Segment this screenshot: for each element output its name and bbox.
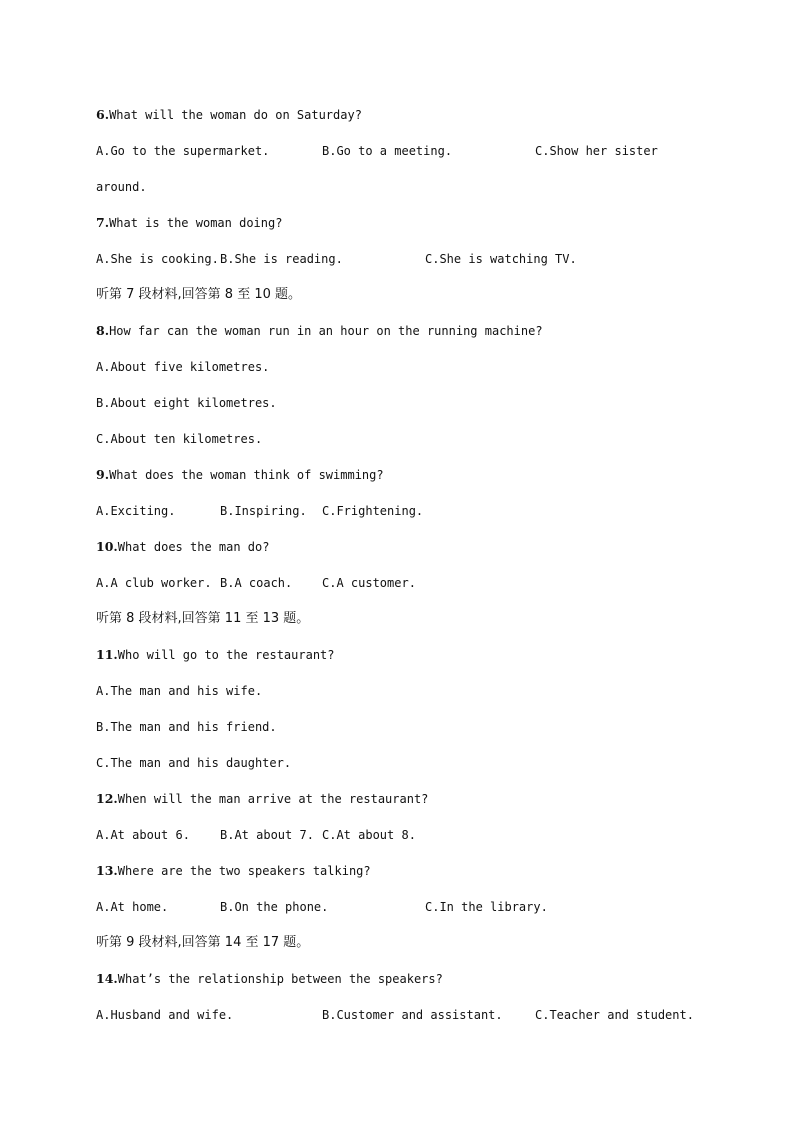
section-instruction-9: 听第 9 段材料,回答第 14 至 17 题。 [96, 935, 310, 950]
question-text: What will the woman do on Saturday? [109, 108, 362, 122]
question-13 [96, 861, 371, 881]
option-c: C.A customer. [322, 576, 416, 590]
option-c-continued: around. [96, 180, 147, 194]
option-b: B.A coach. [220, 576, 293, 590]
question-14 [96, 969, 443, 989]
option-c: C.Teacher and student. [535, 1008, 694, 1022]
question-12 [96, 789, 428, 809]
option-c: C.About ten kilometres. [96, 432, 263, 446]
question-text: Where are the two speakers talking? [117, 864, 371, 878]
options-10 [96, 573, 716, 593]
option-a: A.At about 6. [96, 828, 190, 842]
question-9 [96, 465, 384, 485]
option-c: C.In the library. [425, 900, 548, 914]
question-number: 7. [96, 215, 110, 230]
question-text: How far can the woman run in an hour on the running machine? [109, 324, 543, 338]
question-7 [96, 213, 282, 233]
question-number: 8. [96, 323, 110, 338]
option-b: B.On the phone. [220, 900, 329, 914]
option-b: B.Customer and assistant. [322, 1008, 503, 1022]
options-13 [96, 897, 716, 917]
option-a: A.At home. [96, 900, 169, 914]
option-a: A.Exciting. [96, 504, 176, 518]
options-14 [96, 1005, 716, 1025]
question-text: What’s the relationship between the speakers? [117, 972, 443, 986]
question-6 [96, 105, 362, 125]
question-number: 12. [96, 791, 118, 806]
option-a: A.Go to the supermarket. [96, 144, 270, 158]
question-10 [96, 537, 269, 557]
option-c: C.She is watching TV. [425, 252, 577, 266]
section-instruction-8: 听第 8 段材料,回答第 11 至 13 题。 [96, 611, 310, 626]
question-number: 9. [96, 467, 110, 482]
option-c: C.At about 8. [322, 828, 416, 842]
options-12 [96, 825, 716, 845]
options-9 [96, 501, 716, 521]
option-a: A.About five kilometres. [96, 360, 270, 374]
question-number: 11. [96, 647, 118, 662]
question-number: 6. [96, 107, 110, 122]
option-a: A.A club worker. [96, 576, 212, 590]
question-8 [96, 321, 543, 341]
option-b: B.About eight kilometres. [96, 396, 277, 410]
question-number: 14. [96, 971, 118, 986]
option-a: A.She is cooking. [96, 252, 219, 266]
question-text: What is the woman doing? [109, 216, 283, 230]
question-text: What does the man do? [117, 540, 270, 554]
option-b: B.Go to a meeting. [322, 144, 453, 158]
option-a: A.The man and his wife. [96, 684, 263, 698]
question-number: 13. [96, 863, 118, 878]
question-number: 10. [96, 539, 118, 554]
option-c: C.Frightening. [322, 504, 424, 518]
option-b: B.The man and his friend. [96, 720, 277, 734]
option-c: C.Show her sister [535, 144, 658, 158]
option-a: A.Husband and wife. [96, 1008, 234, 1022]
question-text: What does the woman think of swimming? [109, 468, 384, 482]
option-b: B.She is reading. [220, 252, 343, 266]
question-text: When will the man arrive at the restaurant? [117, 792, 429, 806]
options-7 [96, 249, 716, 269]
option-b: B.Inspiring. [220, 504, 307, 518]
option-b: B.At about 7. [220, 828, 314, 842]
section-instruction-7: 听第 7 段材料,回答第 8 至 10 题。 [96, 287, 302, 302]
question-11 [96, 645, 335, 665]
option-c: C.The man and his daughter. [96, 756, 292, 770]
options-6 [96, 141, 716, 161]
question-text: Who will go to the restaurant? [117, 648, 335, 662]
